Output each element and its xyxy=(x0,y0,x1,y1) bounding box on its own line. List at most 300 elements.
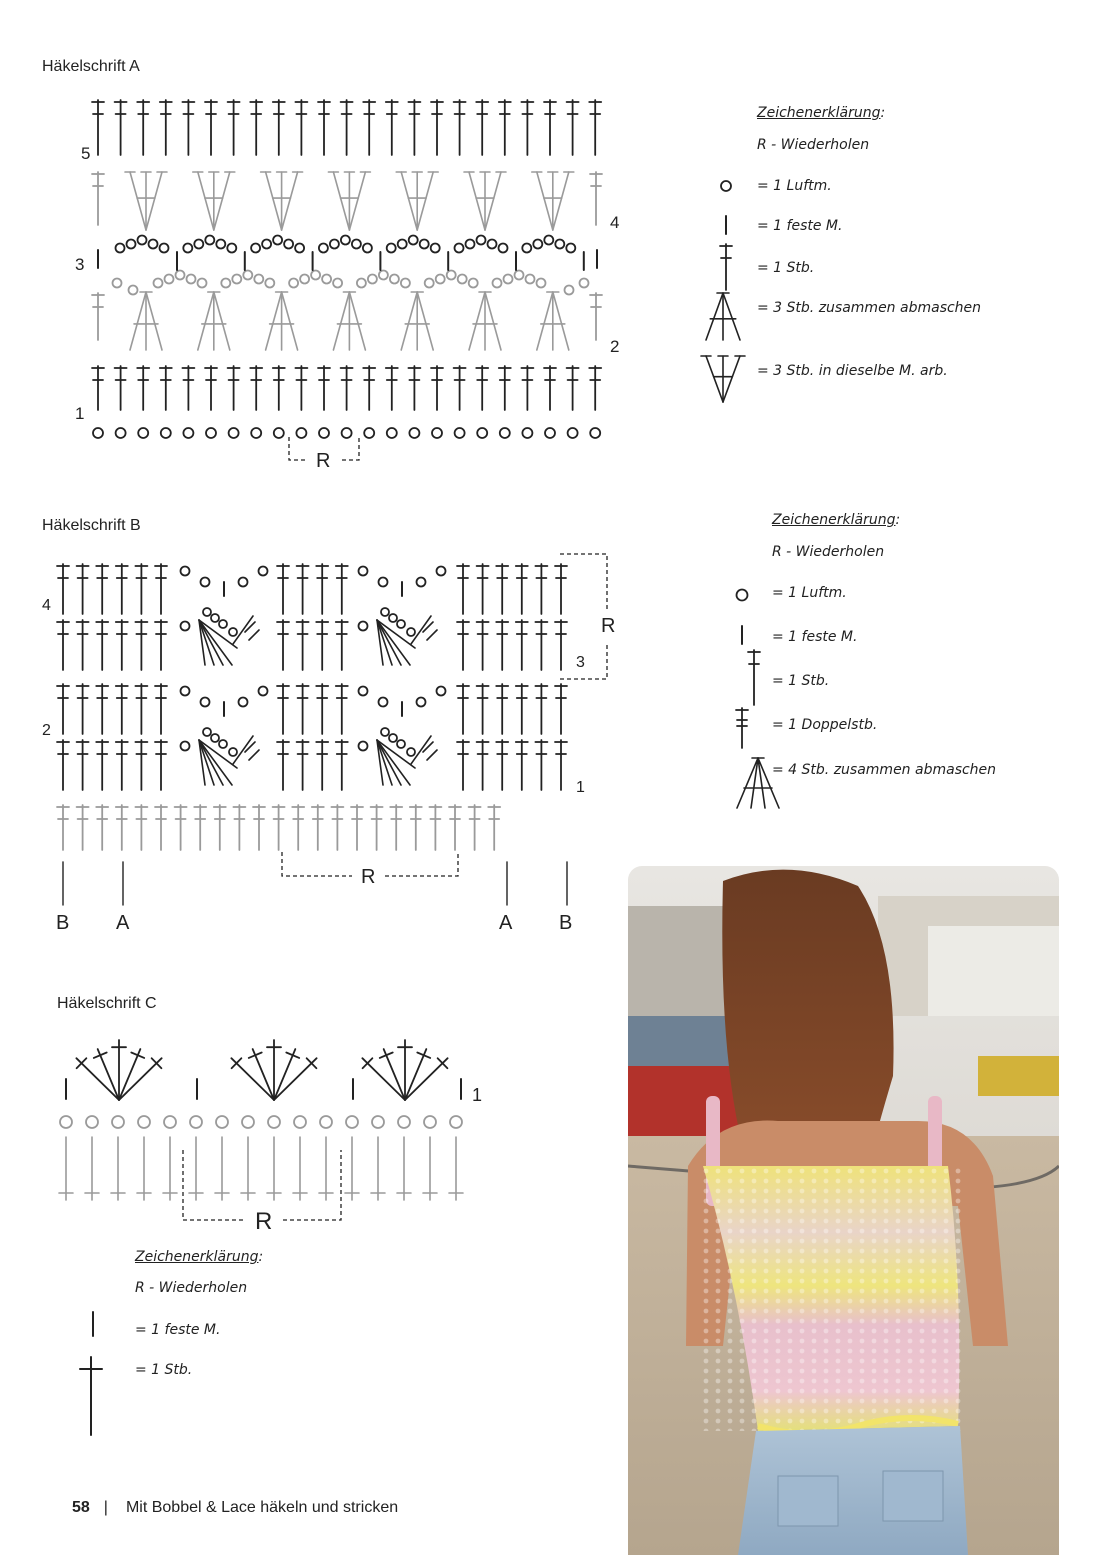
chain xyxy=(203,728,211,736)
shell-leg xyxy=(384,1049,405,1100)
dc xyxy=(277,620,289,670)
row2-chain xyxy=(379,271,388,280)
base-dc xyxy=(351,805,363,850)
row2-cluster xyxy=(130,292,162,350)
row2-chain xyxy=(447,271,456,280)
dc xyxy=(457,564,469,614)
row3-chain xyxy=(352,240,361,249)
dc xyxy=(116,740,128,790)
foundation-chain xyxy=(342,428,352,438)
row3-chain xyxy=(488,240,497,249)
row3-chain xyxy=(116,244,125,253)
dc xyxy=(96,564,108,614)
row4-end-dc xyxy=(92,172,104,225)
dc xyxy=(77,684,89,734)
legend-b-repeat: R - Wiederholen xyxy=(772,544,885,560)
photo-girl-crochet-top xyxy=(628,866,1059,1555)
row5-dc xyxy=(205,100,217,155)
chain xyxy=(259,567,268,576)
chart-b-row-4: 4 xyxy=(42,597,51,614)
row3-chain xyxy=(555,240,564,249)
chain xyxy=(424,1116,436,1128)
row2-chain xyxy=(401,279,410,288)
foundation-chain xyxy=(568,428,578,438)
row2-cluster xyxy=(198,292,230,350)
row2-chain xyxy=(232,275,241,284)
dc xyxy=(457,740,469,790)
dc xyxy=(496,740,508,790)
legend-b-chain: = 1 Luftm. xyxy=(772,585,847,601)
dc xyxy=(316,620,328,670)
legend-b-single: = 1 feste M. xyxy=(772,629,858,645)
chain xyxy=(359,687,368,696)
row1-dc xyxy=(205,366,217,410)
base-dc xyxy=(469,805,481,850)
dc xyxy=(336,620,348,670)
row1-dc xyxy=(431,366,443,410)
chain xyxy=(450,1116,462,1128)
chart-b-marker-b-left: B xyxy=(56,912,70,934)
dc xyxy=(555,620,567,670)
dc xyxy=(77,620,89,670)
cross-tick xyxy=(249,630,259,640)
chain xyxy=(229,748,237,756)
row3-chain xyxy=(127,240,136,249)
chart-a-row-3: 3 xyxy=(75,255,85,274)
dc xyxy=(457,684,469,734)
row2-chain xyxy=(390,275,399,284)
grey-dc xyxy=(163,1137,177,1200)
legend-a-shell-icon xyxy=(701,356,745,402)
row2-cluster xyxy=(266,292,298,350)
row2-chain xyxy=(469,279,478,288)
dc xyxy=(96,620,108,670)
page-number: 58 xyxy=(72,1499,90,1516)
chart-a-row-2: 2 xyxy=(610,337,620,356)
chain xyxy=(242,1116,254,1128)
chart-a-repeat-label: R xyxy=(316,450,331,472)
chain xyxy=(60,1116,72,1128)
base-dc xyxy=(77,805,89,850)
row2-chain xyxy=(243,271,252,280)
row5-dc xyxy=(544,100,556,155)
row5-dc xyxy=(250,100,262,155)
shell-leg xyxy=(469,172,485,230)
dc xyxy=(336,684,348,734)
legend-a-repeat: R - Wiederholen xyxy=(757,137,870,153)
chain xyxy=(268,1116,280,1128)
row3-chain xyxy=(544,236,553,245)
grey-dc xyxy=(397,1137,411,1200)
row3-chain xyxy=(363,244,372,253)
dc xyxy=(155,620,167,670)
legend-a-chain-icon xyxy=(721,181,731,191)
base-dc xyxy=(96,805,108,850)
photo-image xyxy=(628,866,1059,1555)
chart-a xyxy=(92,100,602,460)
row5-dc xyxy=(182,100,194,155)
chain xyxy=(381,728,389,736)
row3-chain xyxy=(455,244,464,253)
row4-shell xyxy=(125,172,167,230)
chart-a-row-5: 5 xyxy=(81,144,91,163)
chain xyxy=(203,608,211,616)
book-title: Mit Bobbel & Lace häkeln und stricken xyxy=(125,1499,399,1516)
cluster-leg xyxy=(130,292,146,350)
row1-dc xyxy=(363,366,375,410)
cross-tick xyxy=(423,622,433,632)
legend-a-heading: Zeichenerklärung: xyxy=(757,105,886,121)
row5-dc xyxy=(454,100,466,155)
row2-chain xyxy=(515,271,524,280)
chain xyxy=(359,742,368,751)
row3-chain xyxy=(216,240,225,249)
row1-dc xyxy=(544,366,556,410)
foundation-chain xyxy=(455,428,465,438)
dc xyxy=(297,620,309,670)
shell-5-stitch xyxy=(76,1040,161,1100)
base-dc xyxy=(214,805,226,850)
row2-chain xyxy=(129,286,138,295)
row2-chain xyxy=(221,279,230,288)
row1-dc xyxy=(295,366,307,410)
legend-c-dc-icon xyxy=(80,1357,102,1435)
chain xyxy=(397,740,405,748)
cluster-leg xyxy=(537,292,553,350)
chain xyxy=(219,740,227,748)
row3-chain xyxy=(533,240,542,249)
row4-shell xyxy=(261,172,303,230)
shell-leg xyxy=(282,172,298,230)
row4-shell xyxy=(193,172,235,230)
row1-dc xyxy=(318,366,330,410)
shell-leg xyxy=(198,172,214,230)
row1-dc xyxy=(589,366,601,410)
shell-leg xyxy=(333,172,349,230)
row2-chain xyxy=(504,275,513,284)
chain xyxy=(437,567,446,576)
chain xyxy=(294,1116,306,1128)
legend-a-single: = 1 feste M. xyxy=(757,218,843,234)
grey-dc xyxy=(189,1137,203,1200)
row5-dc xyxy=(431,100,443,155)
dc xyxy=(57,684,69,734)
grey-dc xyxy=(449,1137,463,1200)
row1-dc xyxy=(476,366,488,410)
row2-chain xyxy=(580,279,589,288)
row4-shell xyxy=(532,172,574,230)
dc xyxy=(516,684,528,734)
row2-cluster xyxy=(401,292,433,350)
grey-dc xyxy=(241,1137,255,1200)
row1-dc xyxy=(567,366,579,410)
chain xyxy=(211,614,219,622)
cluster-4-stitch xyxy=(377,620,415,665)
dc xyxy=(457,620,469,670)
dc xyxy=(297,564,309,614)
dc xyxy=(297,684,309,734)
chain xyxy=(229,628,237,636)
chain xyxy=(239,698,248,707)
row1-dc xyxy=(92,366,104,410)
chart-b-marker-a-left: A xyxy=(116,912,130,934)
chart-b-marker-a-right: A xyxy=(499,912,513,934)
base-dc xyxy=(488,805,500,850)
footer-separator: | xyxy=(103,1499,108,1516)
row1-dc xyxy=(386,366,398,410)
base-dc xyxy=(312,805,324,850)
dc xyxy=(477,740,489,790)
dc xyxy=(277,684,289,734)
shell-leg xyxy=(553,172,569,230)
shell-leg xyxy=(76,1058,119,1100)
dc xyxy=(316,740,328,790)
row3-chain xyxy=(431,244,440,253)
foundation-chain xyxy=(161,428,171,438)
row2-chain xyxy=(493,279,502,288)
row2-chain xyxy=(300,275,309,284)
cluster-leg xyxy=(706,293,723,340)
cluster-leg xyxy=(469,292,485,350)
legend-b-treble-icon xyxy=(736,708,748,748)
chain xyxy=(381,608,389,616)
base-dc xyxy=(410,805,422,850)
cross-tick xyxy=(249,750,259,760)
chain xyxy=(138,1116,150,1128)
row5-dc xyxy=(363,100,375,155)
dc xyxy=(57,740,69,790)
dc xyxy=(535,620,547,670)
chain xyxy=(201,698,210,707)
row5-dc xyxy=(318,100,330,155)
row1-dc xyxy=(228,366,240,410)
row2-chain xyxy=(565,286,574,295)
row5-dc xyxy=(273,100,285,155)
cluster-leg xyxy=(723,293,740,340)
row3-chain xyxy=(477,236,486,245)
chart-b-marker-b-right: B xyxy=(559,912,573,934)
base-dc xyxy=(116,805,128,850)
cluster-leg xyxy=(485,292,501,350)
dc xyxy=(555,684,567,734)
shell-leg xyxy=(485,172,501,230)
chain xyxy=(417,698,426,707)
legend-a-cluster-icon xyxy=(706,293,740,340)
row2-chain xyxy=(187,275,196,284)
cluster-edge xyxy=(377,740,415,768)
legend-a-double: = 1 Stb. xyxy=(757,260,815,276)
dc xyxy=(135,684,147,734)
chart-labels xyxy=(42,144,619,1235)
row2-chain xyxy=(289,279,298,288)
row3-chain xyxy=(149,240,158,249)
row5-dc xyxy=(115,100,127,155)
shell-leg xyxy=(362,1058,405,1100)
chain xyxy=(112,1116,124,1128)
row1-dc xyxy=(182,366,194,410)
row1-dc xyxy=(521,366,533,410)
row1-dc xyxy=(250,366,262,410)
chain xyxy=(239,578,248,587)
foundation-chain xyxy=(274,428,284,438)
row2-chain xyxy=(176,271,185,280)
row1-dc xyxy=(408,366,420,410)
dc xyxy=(57,620,69,670)
dc xyxy=(535,684,547,734)
chain xyxy=(407,628,415,636)
legend-a-chain: = 1 Luftm. xyxy=(757,178,832,194)
foundation-chain xyxy=(409,428,419,438)
row3-chain xyxy=(566,244,575,253)
row4-shell xyxy=(396,172,438,230)
legend-b-chain-icon xyxy=(737,590,748,601)
shell-leg xyxy=(401,172,417,230)
chart-c-row-1: 1 xyxy=(472,1085,483,1105)
row3-chain xyxy=(205,236,214,245)
cluster-leg xyxy=(266,292,282,350)
row3-chain xyxy=(420,240,429,249)
legend-b-treble: = 1 Doppelstb. xyxy=(772,717,878,733)
chain xyxy=(389,734,397,742)
legend-b-cluster4-icon xyxy=(737,758,779,808)
chart-c-title: Häkelschrift C xyxy=(57,995,157,1012)
shell-leg xyxy=(214,172,230,230)
chain xyxy=(181,622,190,631)
cluster-leg xyxy=(282,292,298,350)
cluster-4-stitch xyxy=(199,620,237,665)
base-dc xyxy=(292,805,304,850)
dc xyxy=(77,564,89,614)
dc xyxy=(336,740,348,790)
row2-cluster xyxy=(537,292,569,350)
row2-chain xyxy=(537,279,546,288)
legend-b-dc-icon xyxy=(748,650,760,705)
dc xyxy=(277,740,289,790)
base-dc xyxy=(194,805,206,850)
cluster-leg xyxy=(146,292,162,350)
chart-a-title: Häkelschrift A xyxy=(42,58,140,75)
cluster-edge xyxy=(199,620,237,648)
shell-leg xyxy=(537,172,553,230)
row2-cluster xyxy=(469,292,501,350)
dc xyxy=(155,684,167,734)
chain xyxy=(372,1116,384,1128)
dc xyxy=(477,620,489,670)
dc xyxy=(477,684,489,734)
dc xyxy=(336,564,348,614)
chain xyxy=(359,622,368,631)
chain xyxy=(190,1116,202,1128)
row3-chain xyxy=(499,244,508,253)
base-dc xyxy=(233,805,245,850)
chart-c-repeat-label: R xyxy=(255,1208,273,1235)
row1-dc xyxy=(115,366,127,410)
row5-dc xyxy=(137,100,149,155)
row5-dc xyxy=(567,100,579,155)
row4-shell xyxy=(464,172,506,230)
foundation-chain xyxy=(206,428,216,438)
chain xyxy=(397,620,405,628)
base-dc xyxy=(155,805,167,850)
shell-5-stitch xyxy=(362,1040,447,1100)
chain xyxy=(211,734,219,742)
row1-dc xyxy=(454,366,466,410)
shell-leg xyxy=(119,1058,162,1100)
cluster-leg xyxy=(401,292,417,350)
row3-chain xyxy=(319,244,328,253)
row2-chain xyxy=(254,275,263,284)
shell-leg xyxy=(146,172,162,230)
dc xyxy=(316,564,328,614)
dc xyxy=(116,684,128,734)
cluster-leg xyxy=(333,292,349,350)
foundation-chain xyxy=(183,428,193,438)
row2-chain xyxy=(368,275,377,284)
row5-dc xyxy=(499,100,511,155)
base-dc xyxy=(429,805,441,850)
dc xyxy=(297,740,309,790)
shell-leg xyxy=(274,1058,317,1100)
chain xyxy=(259,687,268,696)
base-dc xyxy=(135,805,147,850)
cluster-edge xyxy=(199,740,237,768)
row1-dc xyxy=(137,366,149,410)
dc xyxy=(135,564,147,614)
shell-5-stitch xyxy=(231,1040,316,1100)
row5-dc xyxy=(476,100,488,155)
shell-leg xyxy=(405,1049,426,1100)
row3-chain xyxy=(138,236,147,245)
chain xyxy=(437,687,446,696)
foundation-chain xyxy=(500,428,510,438)
row3-chain xyxy=(330,240,339,249)
grey-dc xyxy=(319,1137,333,1200)
legend-b-double: = 1 Stb. xyxy=(772,673,830,689)
base-dc xyxy=(390,805,402,850)
chain xyxy=(181,687,190,696)
shell-leg xyxy=(130,172,146,230)
row2-chain xyxy=(154,279,163,288)
row1-dc xyxy=(160,366,172,410)
cluster-4-stitch xyxy=(199,740,237,785)
chain xyxy=(389,614,397,622)
row3-chain xyxy=(466,240,475,249)
chart-a-row-4: 4 xyxy=(610,213,620,232)
row3-chain xyxy=(341,236,350,245)
cluster-leg xyxy=(553,292,569,350)
cluster-4-stitch xyxy=(377,740,415,785)
row1-dc xyxy=(499,366,511,410)
row2-chain xyxy=(265,279,274,288)
dc xyxy=(57,564,69,614)
row4-end-dc xyxy=(590,172,602,225)
cluster-edge xyxy=(377,620,415,648)
row3-chain xyxy=(387,244,396,253)
row3-chain xyxy=(227,244,236,253)
row3-chain xyxy=(409,236,418,245)
shell-leg xyxy=(274,1049,295,1100)
foundation-chain xyxy=(116,428,126,438)
base-dc xyxy=(175,805,187,850)
grey-dc xyxy=(371,1137,385,1200)
foundation-chain xyxy=(522,428,532,438)
grey-dc xyxy=(267,1137,281,1200)
row2-chain xyxy=(425,279,434,288)
chain xyxy=(181,567,190,576)
row3-chain xyxy=(522,244,531,253)
legend-a-fan: = 3 Stb. in dieselbe M. arb. xyxy=(757,363,948,379)
legend-c-heading: Zeichenerklärung: xyxy=(135,1249,264,1265)
